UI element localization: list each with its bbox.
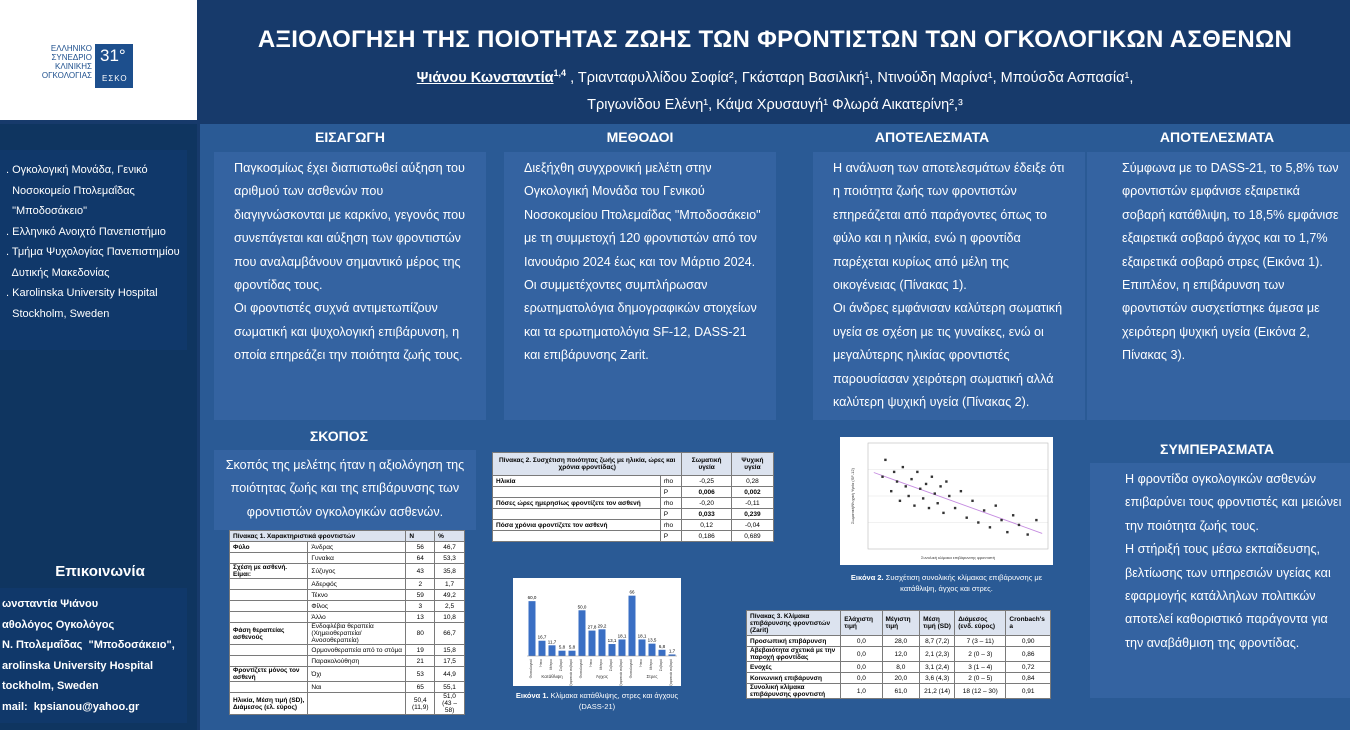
table-cell: Σύζυγος (308, 564, 406, 579)
table-cell: 0,0 (841, 673, 882, 684)
table-row (747, 684, 1051, 699)
figure-1-panel (513, 578, 681, 686)
bar (589, 631, 596, 656)
category-label: Μέτριο (549, 659, 553, 670)
x-axis-label: Συνολική κλίμακα επιβάρυνσης φροντιστή (921, 555, 995, 560)
scatter-point (948, 495, 950, 497)
table-cell: Πόσα χρόνια φροντίζετε τον ασθενή (493, 520, 661, 531)
table-row (230, 612, 465, 623)
table-cell: 49,2 (435, 590, 465, 601)
table-cell: 0,91 (1006, 684, 1051, 699)
table-cell: -0,04 (731, 520, 773, 531)
intro-box (214, 152, 486, 420)
table-cell: 0,12 (682, 520, 732, 531)
table-cell: 0,28 (731, 476, 773, 487)
table-cell: 10,8 (435, 612, 465, 623)
bar-label: 18,1 (637, 633, 647, 639)
bar-label: 27,8 (587, 624, 597, 630)
scatter-point (1026, 533, 1028, 535)
table-row (747, 673, 1051, 684)
scatter-point (916, 471, 918, 473)
figure-1-caption-text: Κλίμακα κατάθλιψης, στρες και άγχους (DASS-21) (548, 691, 679, 711)
table-cell: Ενοχές (747, 662, 841, 673)
scatter-point (919, 488, 921, 490)
table-cell: 0,033 (682, 509, 732, 520)
table-cell: 0,90 (1006, 636, 1051, 647)
table-cell: P (660, 487, 682, 498)
table-cell: rho (660, 476, 682, 487)
table-header: Ψυχική υγεία (731, 453, 773, 476)
paragraph: Διεξήχθη συγχρονική μελέτη στην Ογκολογική Μονάδα του Γενικού Νοσοκομείου Πτολεμαΐδας "Μποδοσάκειο" με τη συμμετοχή 120 φροντιστών από τον Ιανουάριο 2024 έως και τον Μάρτιο 2024. Οι συμμετέχοντες συμπλήρωσαν ερωτηματολόγια δημογραφικών στοιχείων και τα ερωτηματολόγια SF-12, DASS-21 και επιβάρυνσης Zarit. (524, 161, 761, 363)
scatter-point (1000, 519, 1002, 521)
table-cell: 21 (406, 656, 435, 667)
table-cell: 0,0 (841, 662, 882, 673)
category-label: Σοβαρό (609, 659, 613, 672)
table-cell: Αβεβαιότητα σχετικά με την παροχή φροντίδας (747, 647, 841, 662)
table-cell: 0,239 (731, 509, 773, 520)
table-row (493, 509, 774, 520)
bar (649, 644, 656, 656)
affiliation-line: . Ελληνικό Ανοιχτό Πανεπιστήμιο (6, 225, 166, 238)
bar (529, 601, 536, 656)
results-box-1 (813, 152, 1085, 420)
table-cell: 2 (0 – 3) (955, 647, 1006, 662)
scatter-point (1012, 514, 1014, 516)
table-row (230, 542, 465, 553)
bar-label: 1,7 (668, 648, 676, 654)
table-row (493, 498, 774, 509)
contact-line: mail: kpsianou@yahoo.gr (2, 700, 140, 713)
category-label: Μέτριο (649, 659, 653, 670)
table-header: Σωματική υγεία (682, 453, 732, 476)
table-cell: 51,0 (43 – 58) (435, 693, 465, 715)
scatter-point (1035, 519, 1037, 521)
table-cell: 20,0 (882, 673, 920, 684)
table-cell (230, 590, 308, 601)
category-label: Ήπιο (639, 659, 643, 668)
scatter-point (899, 500, 901, 502)
table-cell: rho (660, 498, 682, 509)
affiliation-line: Νοσοκομείο Πτολεμαΐδας (6, 184, 135, 197)
paragraph: Παγκοσμίως έχει διαπιστωθεί αύξηση του αριθμού των ασθενών που διαγιγνώσκονται με καρκίνο, γεγονός που συνεπάγεται και αύξηση των φροντιστών που αναλαμβάνουν σημαντικό μέρος της φροντίδας τους. (234, 161, 466, 293)
bar (569, 651, 576, 656)
table-cell: 46,7 (435, 542, 465, 553)
table-cell: 1,7 (435, 579, 465, 590)
scatter-point (931, 476, 933, 478)
table-cell: 1,0 (841, 684, 882, 699)
table-cell: Πόσες ώρες ημερησίως φροντίζετε τον ασθενή (493, 498, 661, 509)
table-row (230, 564, 465, 579)
header (200, 0, 1350, 120)
bar (539, 641, 546, 656)
bar-label: 5,8 (558, 644, 566, 650)
scatter-point (954, 507, 956, 509)
scatter-point (942, 512, 944, 514)
table-row (230, 623, 465, 645)
bar (659, 650, 666, 656)
table-cell: Παρακολούθηση (308, 656, 406, 667)
category-label: Ήπιο (539, 659, 543, 668)
table-cell: 0,006 (682, 487, 732, 498)
category-label: Εξαιρετικά σοβαρό (619, 659, 623, 686)
table-cell: 0,186 (682, 531, 732, 542)
contact-line: ωνσταντία Ψιάνου (2, 598, 99, 610)
paragraph: Η φροντίδα ογκολογικών ασθενών επιβαρύνει τους φροντιστές και μειώνει την ποιότητα ζωής τους. (1125, 472, 1342, 533)
table-cell: 35,8 (435, 564, 465, 579)
table-header: Ελάχιστη τιμή (841, 611, 882, 636)
bar-label: 29,2 (597, 623, 607, 629)
table-cell: 50,4 (11,9) (406, 693, 435, 715)
table-row (493, 476, 774, 487)
table-cell: 3,6 (4,3) (920, 673, 955, 684)
table-caption: Πίνακας 2. Συσχέτιση ποιότητας ζωής με ηλικία, ώρες και χρόνια φροντίδας) (493, 453, 682, 476)
bar (609, 644, 616, 656)
table-cell: Προσωπική επιβάρυνση (747, 636, 841, 647)
table-cell: 21,2 (14) (920, 684, 955, 699)
scatter-point (936, 502, 938, 504)
affiliation-line: . Τμήμα Ψυχολογίας Πανεπιστημίου (6, 246, 180, 258)
scatter-point (913, 504, 915, 506)
table-cell: 2,5 (435, 601, 465, 612)
table-cell: Σχέση με ασθενή. Είμαι: (230, 564, 308, 579)
scatter-point (890, 490, 892, 492)
bar-label: 50,0 (577, 604, 587, 610)
table-cell: 59 (406, 590, 435, 601)
table-header: Μέγιστη τιμή (882, 611, 920, 636)
category-label: Φυσιολογικό (529, 659, 533, 679)
table-cell: 65 (406, 682, 435, 693)
table-cell: Άνδρας (308, 542, 406, 553)
scatter-point (945, 480, 947, 482)
category-label: Ήπιο (589, 659, 593, 668)
bar-label: 66 (629, 589, 635, 595)
table-cell: 55,1 (435, 682, 465, 693)
scatter-point (934, 492, 936, 494)
table-row (230, 656, 465, 667)
bar-label: 18,1 (617, 633, 627, 639)
paragraph: Οι άνδρες εμφάνισαν καλύτερη σωματική υγεία σε σχέση με τις γυναίκες, ενώ οι μεγαλύτερης ηλικίας φροντιστές παρουσίασαν χειρότερη σωματική αλλά καλύτερη ψυχική υγεία (Πίνακας 2). (833, 301, 1063, 410)
aim-box (214, 450, 476, 530)
table-cell: Φίλος (308, 601, 406, 612)
table-row (230, 667, 465, 682)
category-label: Εξαιρετικά σοβαρό (569, 659, 573, 686)
affiliations (0, 150, 187, 350)
table-1 (229, 530, 465, 715)
table-cell: 0,86 (1006, 647, 1051, 662)
y-axis-label: Σωματική/Ψυχική Υγεία (SF-12) (850, 468, 855, 524)
logo-mark (95, 44, 133, 88)
paragraph: Σύμφωνα με το DASS-21, το 5,8% των φροντιστών εμφάνισε εξαιρετικά σοβαρή κατάθλιψη, το 18,5% εμφάνισε εξαιρετικά σοβαρό άγχος και το 1,7% εξαιρετικά σοβαρό στρες (Εικόνα 1). Επιπλέον, η επιβάρυνση των φροντιστών συσχετίστηκε άμεσα με χειρότερη ψυχική υγεία (Εικόνα 2, Πίνακας 3). (1122, 161, 1339, 363)
intro-heading: ΕΙΣΑΓΩΓΗ (315, 129, 385, 145)
category-label: Φυσιολογικό (629, 659, 633, 679)
table-cell: Όχι (308, 667, 406, 682)
table-cell: Φροντίζετε μόνος τον ασθενή (230, 667, 308, 682)
table-cell: 8,0 (882, 662, 920, 673)
scatter-point (925, 483, 927, 485)
scatter-point (884, 459, 886, 461)
affiliation-line: Δυτικής Μακεδονίας (6, 266, 110, 279)
table-cell: 7 (3 – 11) (955, 636, 1006, 647)
figure-2-caption-text: Συσχέτιση συνολικής κλίμακας επιβάρυνσης με κατάθλιψη, άγχος και στρες. (883, 573, 1043, 593)
table-cell: 15,8 (435, 645, 465, 656)
table-2 (492, 452, 774, 542)
results-heading-2: ΑΠΟΤΕΛΕΣΜΑΤΑ (1159, 129, 1275, 145)
scatter-point (995, 504, 997, 506)
scatter-point (971, 500, 973, 502)
group-label: Στρες (646, 674, 658, 679)
authors-line-1 (200, 68, 1350, 86)
authors-line-2: Τριγωνίδου Ελένη¹, Κάψα Χρυσαυγή¹ Φλωρά Αικατερίνη²,³ (587, 97, 963, 113)
table-cell: 0,689 (731, 531, 773, 542)
table-cell: 19 (406, 645, 435, 656)
table-cell: 3 (406, 601, 435, 612)
bar (639, 639, 646, 656)
bar (579, 610, 586, 656)
table-cell: 3 (1 – 4) (955, 662, 1006, 673)
contact-heading: Επικοινωνία (55, 563, 145, 580)
table-cell: Αδερφός (308, 579, 406, 590)
table-header: Πίνακας 3. Κλίμακα επιβάρυνσης φροντιστών (Zarit) (747, 611, 841, 636)
table-cell: 0,0 (841, 647, 882, 662)
paragraph: Η ανάλυση των αποτελεσμάτων έδειξε ότι η ποιότητα ζωής των φροντιστών επηρεάζεται από παράγοντες όπως το φύλο και η ηλικία, ενώ η φροντίδα παρέχεται κυρίως από μέλη της οικογένειας (Πίνακας 1). (833, 161, 1065, 293)
affiliation-line: . Ογκολογική Μονάδα, Γενικό (6, 164, 148, 176)
methods-heading: ΜΕΘΟΔΟΙ (606, 129, 674, 145)
table-cell: 3,1 (2,4) (920, 662, 955, 673)
figure-1-caption (513, 690, 681, 712)
table-cell: Φύλο (230, 542, 308, 553)
table-row (747, 647, 1051, 662)
scatter-point (893, 471, 895, 473)
scatter-point (907, 495, 909, 497)
scatter-point (928, 507, 930, 509)
paragraph: Σκοπός της μελέτης ήταν η αξιολόγηση της ποιότητας ζωής και της επιβάρυνσης των φροντιστών ογκολογικών ασθενών. (225, 458, 465, 519)
table-cell (230, 579, 308, 590)
scatter-point (1018, 524, 1020, 526)
bar-label: 16,7 (537, 634, 547, 640)
table-cell: -0,20 (682, 498, 732, 509)
table-cell (493, 487, 661, 498)
bar-label: 60,0 (527, 595, 537, 601)
table-cell: 53,3 (435, 553, 465, 564)
table-row (493, 531, 774, 542)
contact-line: tockholm, Sweden (2, 680, 99, 692)
figure-2-panel (840, 437, 1053, 565)
bar (629, 596, 636, 656)
table-row (493, 487, 774, 498)
table-header: Μέση τιμή (SD) (920, 611, 955, 636)
table-cell: 80 (406, 623, 435, 645)
bar (599, 629, 606, 656)
scatter-point (977, 521, 979, 523)
table-cell: 0,84 (1006, 673, 1051, 684)
table-caption: Πίνακας 1. Χαρακτηριστικά φροντιστών (230, 531, 406, 542)
logo-text (22, 44, 92, 80)
table-cell: Κοινωνική επιβάρυνση (747, 673, 841, 684)
scatter-point (983, 509, 985, 511)
paragraph: Η στήριξή τους μέσω εκπαίδευσης, βελτίωσης των υπηρεσιών υγείας και εφαρμογής κατάλληλων πολιτικών αποτελεί καθοριστικό παράγοντα για την αναβάθμιση της φροντίδας. (1125, 542, 1331, 650)
results-box-2 (1087, 152, 1350, 420)
category-label: Εξαιρετικά σοβαρό (669, 659, 673, 686)
bar (549, 645, 556, 656)
conclusions-box (1090, 463, 1350, 698)
table-row (230, 579, 465, 590)
table-cell: Συνολική κλίμακα επιβάρυνσης φροντιστή (747, 684, 841, 699)
table-cell (230, 553, 308, 564)
table-row (230, 590, 465, 601)
table-cell: 2,1 (2,3) (920, 647, 955, 662)
table-cell: 44,9 (435, 667, 465, 682)
table-3 (746, 610, 1051, 699)
table-cell: -0,11 (731, 498, 773, 509)
lead-author: Ψιάνου Κωνσταντία (416, 69, 554, 86)
logo-abbr: ΕΣΚΟ (102, 74, 128, 83)
table-cell: 13 (406, 612, 435, 623)
table-cell: Ηλικία (493, 476, 661, 487)
table-cell: 53 (406, 667, 435, 682)
table-cell: Φάση θεραπείας ασθενούς (230, 623, 308, 645)
table-cell: 0,72 (1006, 662, 1051, 673)
category-label: Σοβαρό (659, 659, 663, 672)
table-cell: 17,5 (435, 656, 465, 667)
table-cell: Τέκνο (308, 590, 406, 601)
bar-label: 11,7 (547, 639, 557, 645)
table-cell: Ναι (308, 682, 406, 693)
table-header: Διάμεσος (ενδ. εύρος) (955, 611, 1006, 636)
poster-title: ΑΞΙΟΛΟΓΗΣΗ ΤΗΣ ΠΟΙΟΤΗΤΑΣ ΖΩΗΣ ΤΩΝ ΦΡΟΝΤΙΣΤΩΝ ΤΩΝ ΟΓΚΟΛΟΓΙΚΩΝ ΑΣΘΕΝΩΝ (257, 26, 1293, 53)
table-cell: 28,0 (882, 636, 920, 647)
table-cell (230, 645, 308, 656)
table-header: % (435, 531, 465, 542)
results-heading-1: ΑΠΟΤΕΛΕΣΜΑΤΑ (874, 129, 990, 145)
table-cell: 61,0 (882, 684, 920, 699)
logo-line: ΚΛΙΝΙΚΗΣ (55, 62, 92, 71)
table-cell: 66,7 (435, 623, 465, 645)
group-label: Άγχος (595, 674, 609, 679)
table-cell: Γυναίκα (308, 553, 406, 564)
scatter-point (1006, 531, 1008, 533)
scatter-point (902, 466, 904, 468)
contact-box (0, 588, 187, 723)
table-cell: 43 (406, 564, 435, 579)
table-row (230, 693, 465, 715)
figure-2-caption-label: Εικόνα 2. (850, 573, 884, 582)
trend-line (874, 472, 1042, 533)
contact-line: Ν. Πτολεμαΐδας "Μποδοσάκειο", (2, 639, 175, 651)
table-cell: rho (660, 520, 682, 531)
scatter-point (939, 485, 941, 487)
bar-label: 5,8 (568, 644, 576, 650)
table-cell: Ορμονοθεραπεία από το στόμα (308, 645, 406, 656)
paragraph: Οι φροντιστές συχνά αντιμετωπίζουν σωματική και ψυχολογική επιβάρυνση, η οποία επηρεάζει την ποιότητα ζωής τους. (234, 301, 463, 363)
figure-1-caption-label: Εικόνα 1. (515, 691, 549, 700)
scatter-point (881, 476, 883, 478)
table-cell: 64 (406, 553, 435, 564)
bar-label: 13,1 (607, 638, 617, 644)
logo-line: ΟΓΚΟΛΟΓΙΑΣ (41, 71, 92, 80)
table-row (230, 682, 465, 693)
table-cell (230, 656, 308, 667)
table-cell: P (660, 531, 682, 542)
conclusions-heading: ΣΥΜΠΕΡΑΣΜΑΤΑ (1160, 441, 1274, 457)
scatter-point (896, 480, 898, 482)
table-cell (493, 531, 661, 542)
table-cell (230, 612, 308, 623)
burden-scatter-plot (840, 437, 1053, 565)
scatter-point (910, 478, 912, 480)
table-cell: Ενδοφλέβια θεραπεία (Χημειοθεραπεία/Ανοσοθεραπεία) (308, 623, 406, 645)
table-header: N (406, 531, 435, 542)
lead-author-sup: 1,4 (553, 68, 567, 78)
scatter-point (960, 490, 962, 492)
table-cell: 18 (12 – 30) (955, 684, 1006, 699)
category-label: Φυσιολογικό (579, 659, 583, 679)
category-label: Σοβαρό (559, 659, 563, 672)
table-cell: P (660, 509, 682, 520)
bar (619, 639, 626, 656)
table-header: Cronbach's a (1006, 611, 1051, 636)
table-cell: Άλλο (308, 612, 406, 623)
table-cell: 2 (0 – 5) (955, 673, 1006, 684)
table-cell (308, 693, 406, 715)
scatter-point (989, 526, 991, 528)
contact-line: αθολόγος Ογκολόγος (2, 618, 115, 631)
table-row (230, 601, 465, 612)
affiliation-line: Stockholm, Sweden (6, 307, 110, 320)
scatter-point (922, 497, 924, 499)
scatter-point (905, 485, 907, 487)
group-label: Κατάθλιψη (541, 674, 563, 679)
affiliation-line: "Μποδοσάκειο" (6, 205, 87, 217)
logo-number: 31° (100, 46, 126, 65)
table-cell: 0,0 (841, 636, 882, 647)
table-row (230, 553, 465, 564)
category-label: Μέτριο (599, 659, 603, 670)
table-cell: 0,002 (731, 487, 773, 498)
dass-bar-chart (513, 578, 681, 686)
logo-line: ΕΛΛΗΝΙΚΟ (50, 44, 92, 53)
table-cell (493, 509, 661, 520)
table-cell: 12,0 (882, 647, 920, 662)
table-row (747, 662, 1051, 673)
bar-label: 6,8 (658, 643, 666, 649)
table-cell: -0,25 (682, 476, 732, 487)
table-row (230, 645, 465, 656)
table-row (747, 636, 1051, 647)
figure-2-caption (840, 572, 1053, 594)
logo-area (0, 0, 197, 120)
authors-rest: , Τριανταφυλλίδου Σοφία², Γκάσταρη Βασιλική¹, Ντινούδη Μαρίνα¹, Μπούσδα Ασπασία¹, (566, 69, 1134, 86)
logo-line: ΣΥΝΕΔΡΙΟ (51, 53, 92, 62)
aim-heading: ΣΚΟΠΟΣ (309, 428, 369, 444)
table-cell: 2 (406, 579, 435, 590)
methods-box (504, 152, 776, 420)
contact-line: arolinska University Hospital (2, 659, 153, 672)
bar-label: 13,5 (647, 637, 657, 643)
affiliation-line: . Karolinska University Hospital (6, 287, 158, 299)
table-cell (230, 682, 308, 693)
bar (559, 651, 566, 656)
table-cell: 56 (406, 542, 435, 553)
table-row (493, 520, 774, 531)
table-cell: 8,7 (7,2) (920, 636, 955, 647)
table-cell: Ηλικία, Μέση τιμή (SD), Διάμεσος (ελ. εύρος) (230, 693, 308, 715)
table-cell (230, 601, 308, 612)
scatter-point (966, 516, 968, 518)
